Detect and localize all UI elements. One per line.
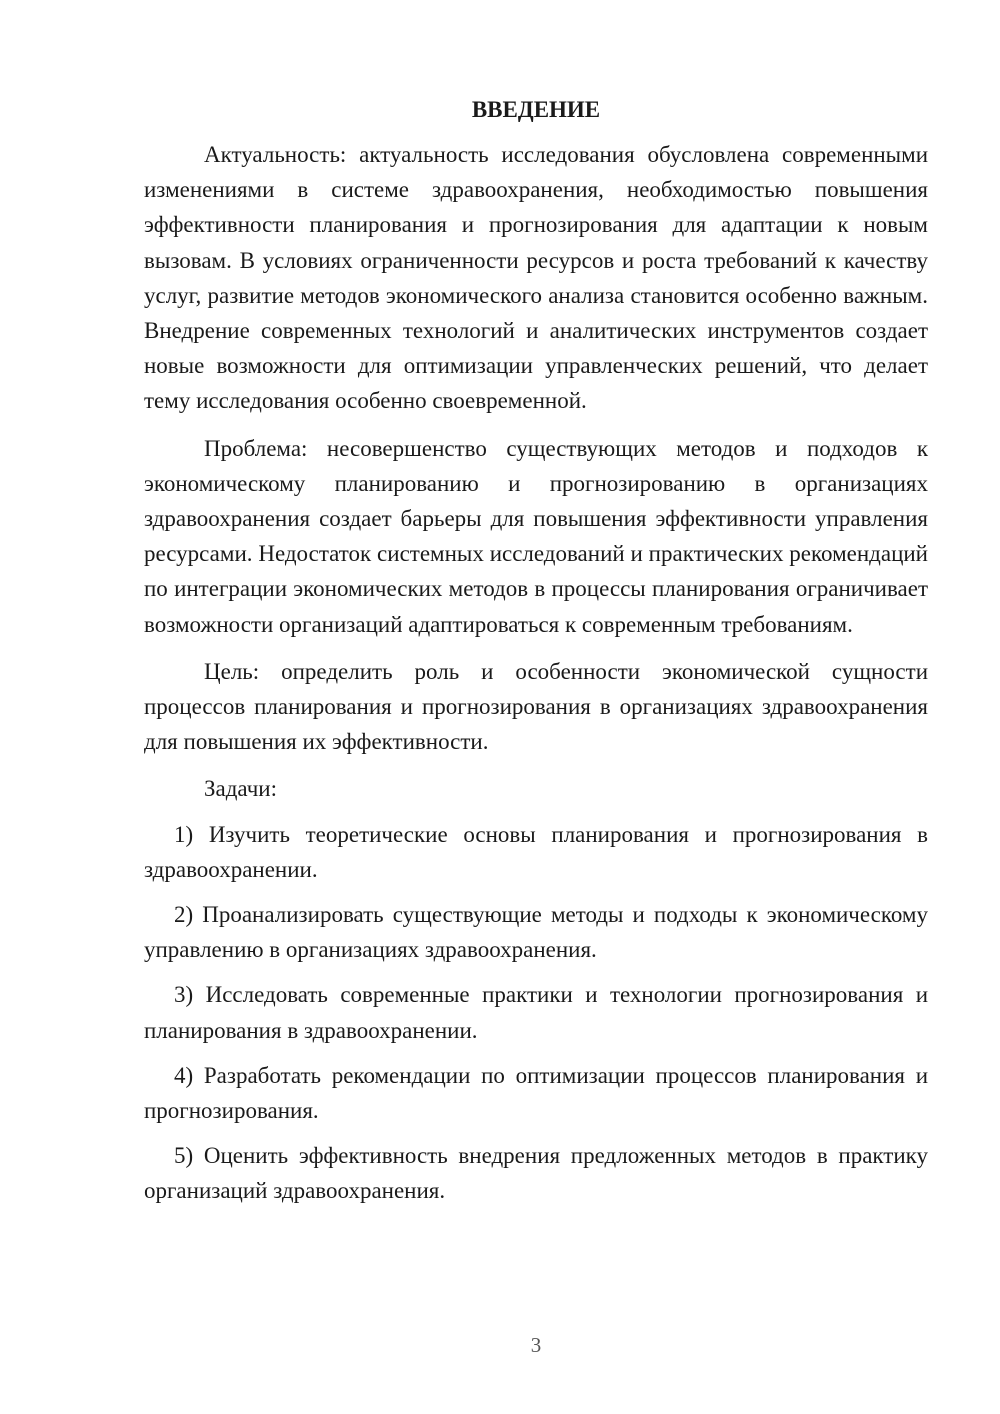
paragraph-goal: Цель: определить роль и особенности экономической сущности процессов планирования и прогнозирования в организациях здравоохранения для повышения их эффективности. — [144, 658, 928, 755]
tasks-label: Задачи: — [204, 776, 277, 802]
page-content — [144, 92, 928, 1219]
paragraph-relevance: Актуальность: актуальность исследования обусловлена современными изменениями в системе здравоохранения, необходимостью повышения эффективности планирования и прогнозирования для адаптации к новым вызовам. В условиях ограниченности ресурсов и роста требований к качеству услуг, развитие методов экономического анализа становится особенно важным. Внедрение современных технологий и аналитических инструментов создает новые возможности для оптимизации управленческих решений, что делает тему исследования особенно своевременной. — [144, 142, 928, 414]
task-item-1: 1) Изучить теоретические основы планирования и прогнозирования в здравоохранении. — [144, 821, 928, 882]
task-item-5: 5) Оценить эффективность внедрения предложенных методов в практику организаций здравоохранения. — [144, 1143, 928, 1204]
task-item-2: 2) Проанализировать существующие методы и подходы к экономическому управлению в организациях здравоохранения. — [144, 902, 928, 963]
section-title: ВВЕДЕНИЕ — [471, 97, 601, 122]
paragraph-problem: Проблема: несовершенство существующих методов и подходов к экономическому планированию и прогнозированию в организациях здравоохранения создает барьеры для повышения эффективности управления ресурсами. Недостаток системных исследований и практических рекомендаций по интеграции экономических методов в процессы планирования ограничивает возможности организаций адаптироваться к современным требованиям. — [144, 435, 928, 637]
task-item-4: 4) Разработать рекомендации по оптимизации процессов планирования и прогнозирования. — [144, 1062, 928, 1124]
page-number: 3 — [530, 1333, 542, 1357]
tasks-list — [144, 817, 928, 1209]
task-item-3: 3) Исследовать современные практики и технологии прогнозирования и планирования в здравоохранении. — [144, 982, 928, 1043]
